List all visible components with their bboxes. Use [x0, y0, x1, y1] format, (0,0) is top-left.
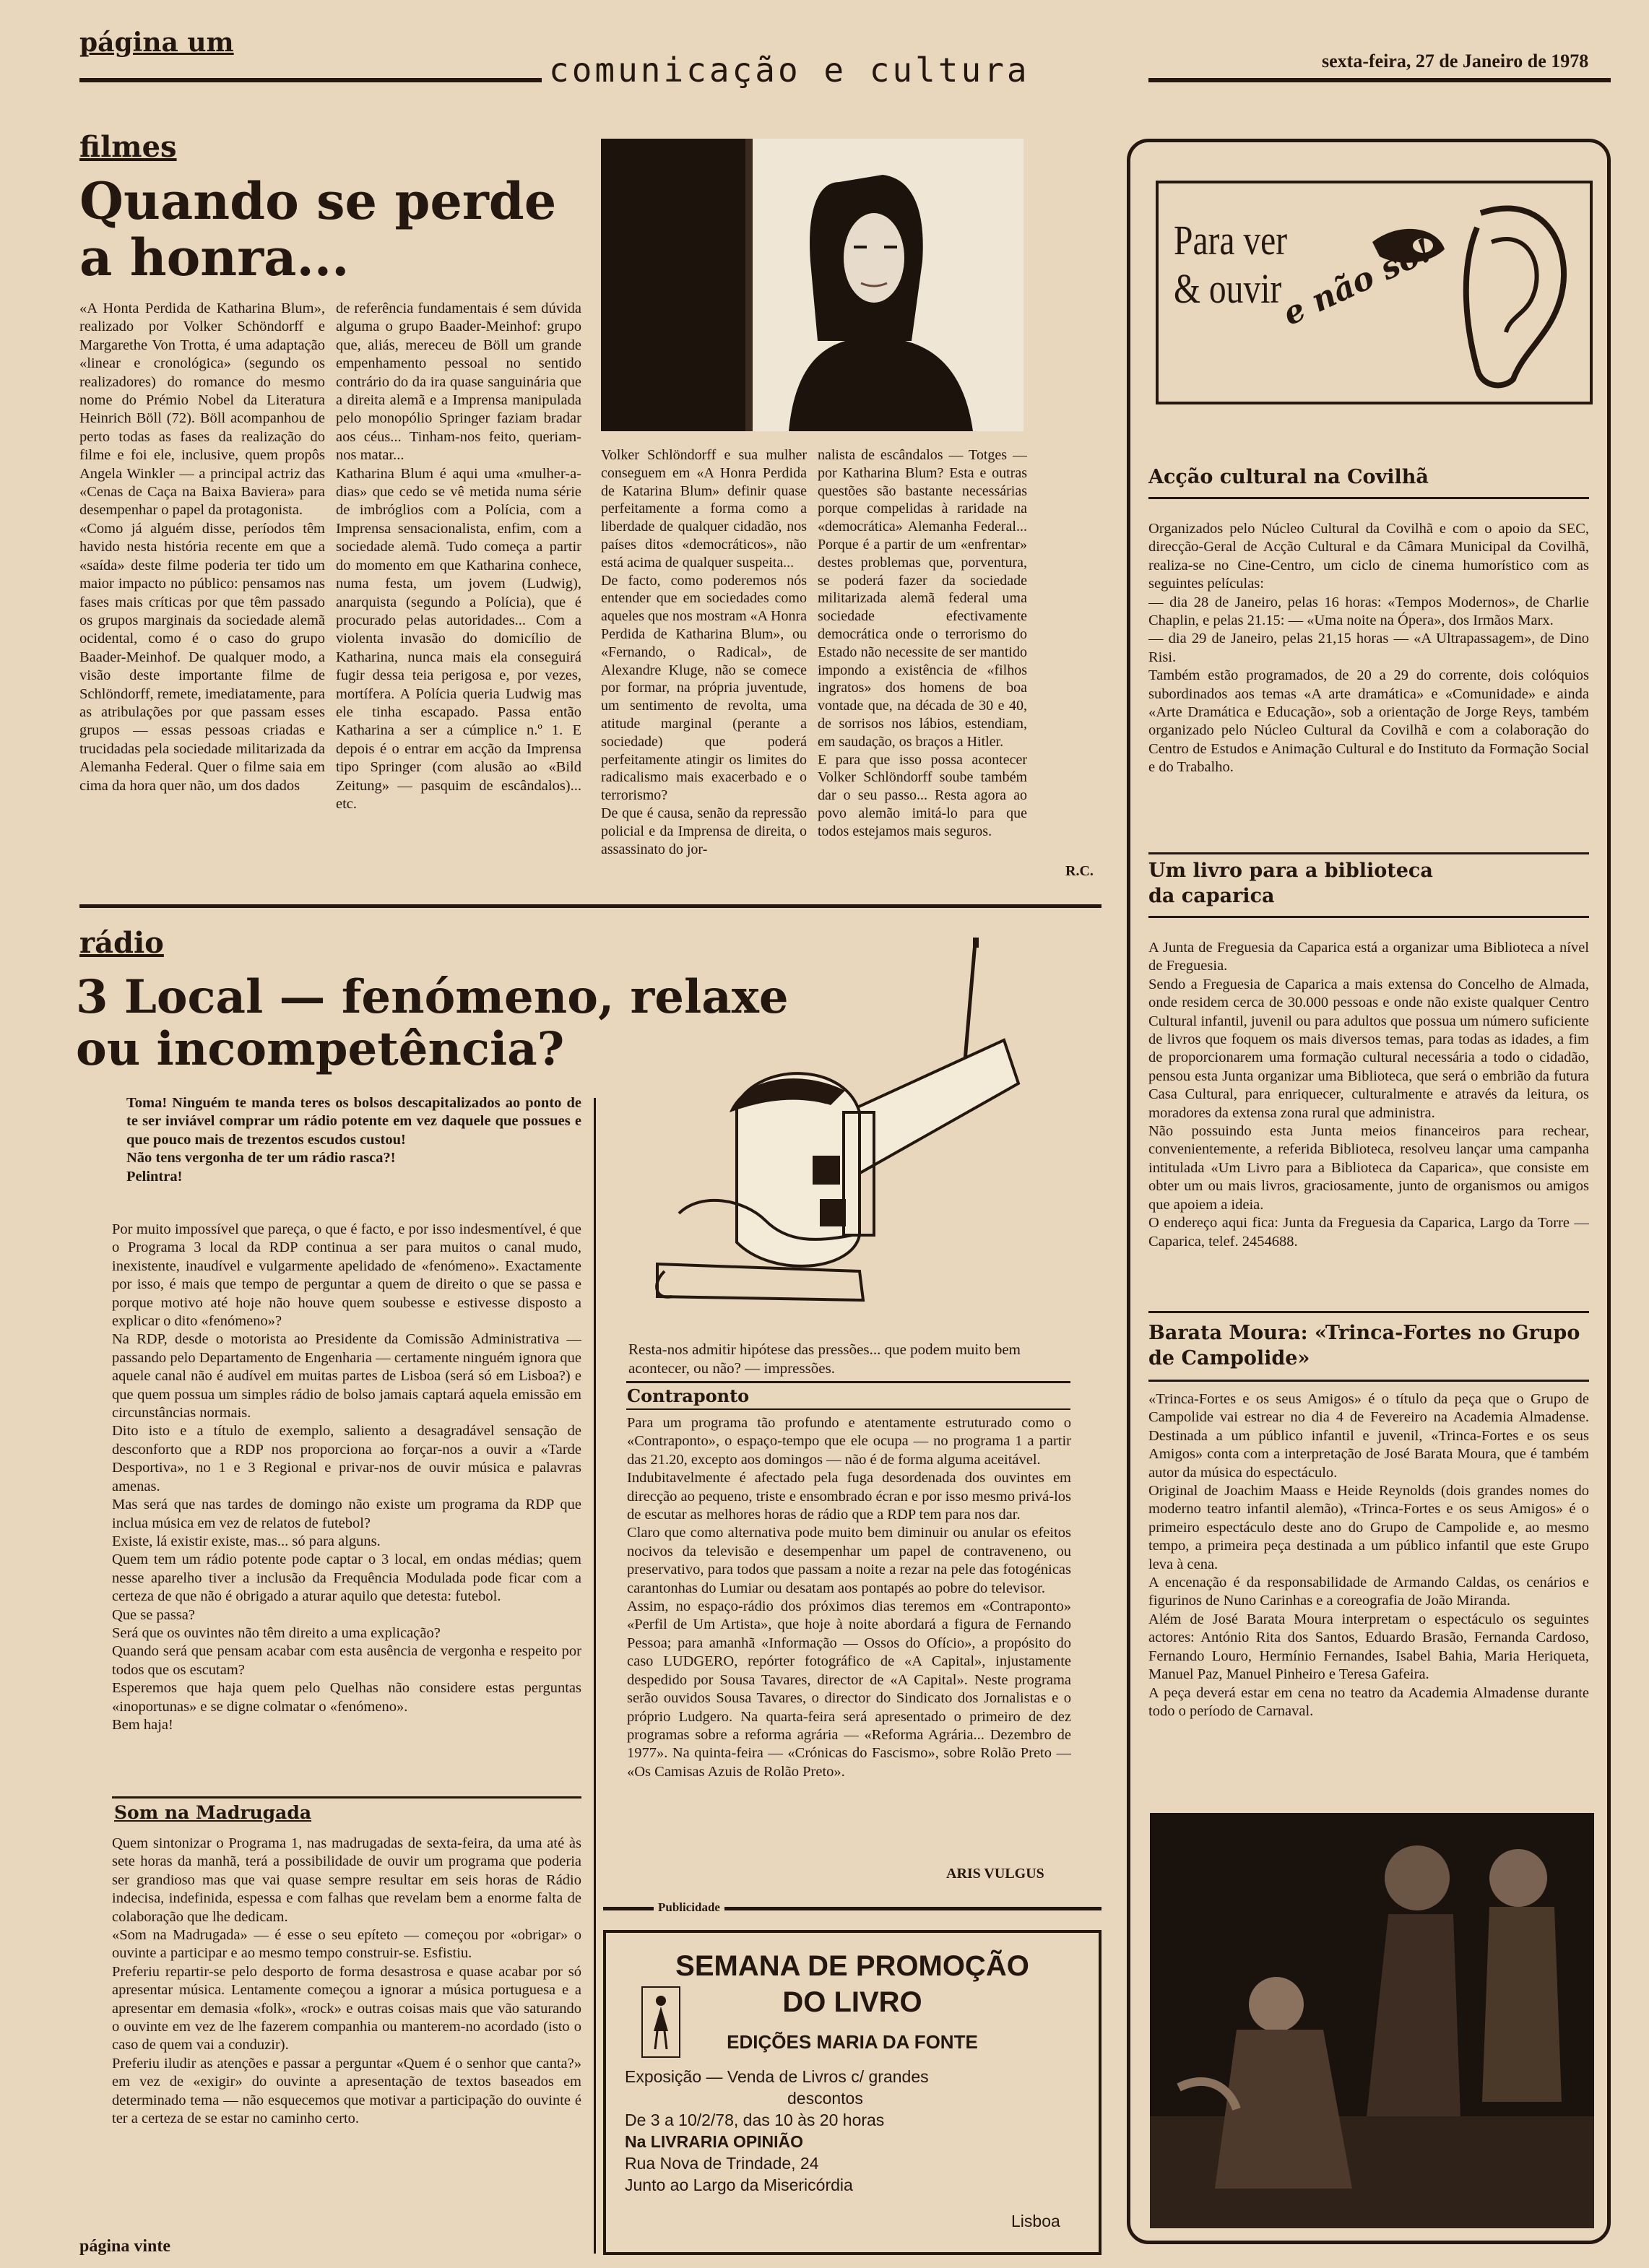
filmes-headline: Quando se perde a honra...: [79, 171, 557, 288]
para-ver-tag: e não só!: [1277, 231, 1439, 333]
radio-headline: 3 Local — fenómeno, relaxe ou incompetência?: [76, 970, 789, 1076]
madrugada-rule: [112, 1796, 581, 1799]
ear-illustration: [1358, 184, 1575, 394]
contraponto-body: Para um programa tão profundo e atentamente estruturado como o «Contraponto», o espaço-tempo que ele ocupa — no programa 1 a partir das 21.20, excepto aos domingos — não é de forma alguma aceitável. Indubitavelmente é afectado pela fuga desordenada dos ouvintes em direcção ao pequeno, triste e ensombrado écran e por isso mesmo privá-los de escutar as melhores horas de rádio que a RDP tem para nos dar. Claro que como alternativa pode muito bem diminuir ou anular os efeitos nocivos da televisão e desempenhar um papel de contraveneno, ou preservativo, para todos que passam a noite a rezar na pele das fotogénicas carantonhas do Lumiar ou desatam aos pontapés ao pobre do televisor. Assim, no espaço-rádio dos próximos dias teremos em «Contraponto» «Perfil de Um Artista», que hoje à noite abordará a figura de Fernando Pessoa; para amanhã «Informação — Ossos do Ofício», a propósito do caso LUDGERO, repórter fotográfico de «A Capital», injustamente despedido por Sousa Tavares, director de «A Capital». Neste programa serão ouvidos Sousa Tavares, o director do Sindicato dos Jornalistas e o próprio Ludgero. Na quarta-feira será apresentado o primeiro de dez programas sobre a reforma agrária — «Reforma Agrária... Dezembro de 1977». Na quinta-feira — «Crónicas do Fascismo», sobre Rolão Preto — «Os Camisas Azuis de Rolão Preto».: [627, 1415, 1071, 1780]
cartoon-caption: Resta-nos admitir hipótese das pressões... que podem muito bem acontecer, ou não? — impressões.: [628, 1341, 1021, 1377]
barata-rule: [1148, 1311, 1589, 1313]
actors-photo-icon: [1150, 1813, 1594, 2228]
section-label: página um: [79, 27, 234, 58]
advert-headline-1: SEMANA DE PROMOÇÃO: [675, 1950, 1029, 1982]
caparica-underline: [1148, 916, 1589, 918]
para-ver-title: Para ver & ouvir: [1174, 217, 1288, 312]
section-divider: [79, 904, 1102, 908]
advert-line-4: Na LIVRARIA OPINIÃO: [625, 2132, 804, 2151]
advert-line-5: Rua Nova de Trindade, 24: [625, 2154, 819, 2173]
barata-body: «Trinca-Fortes e os seus Amigos» é o título da peça que o Grupo de Campolide vai estrear no dia 4 de Fevereiro na Academia Almadense. Destinada a um público infantil e juvenil, «Trinca-Fortes e os seus Amigos» conta com a interpretação de José Barata Moura, que é também autor da música do espectáculo. Original de Joachim Maass e Heide Reynolds (dois grandes nomes do moderno teatro infantil alemão), «Trinca-Fortes e os seus Amigos» é o primeiro espectáculo deste ano do Grupo de Campolide e, ao mesmo tempo, a primeira peça destinada a um público infantil que este Grupo leva à cena. A encenação é da responsabilidade de Armando Caldas, os cenários e figurinos de Nuno Carinhas e a coreografia de João Miranda. Além de José Barata Moura interpretam o espectáculo os seguintes actores: António Rita dos Santos, Eduardo Brasão, Fernanda Cardoso, Fernando Louro, Hermínio Fernandes, Isabel Bahia, Maria Heriqueta, Manuel Paz, Manuel Pinheiro e Teresa Gafeira. A peça deverá estar em cena no teatro da Academia Almadense durante todo o período de Carnaval.: [1148, 1391, 1589, 1719]
contraponto-underline: [626, 1408, 1070, 1410]
ear-and-eye-icon: [1358, 184, 1575, 394]
radio-cartoon-illustration: [614, 932, 1062, 1336]
masthead-rule-right: [1148, 78, 1611, 82]
caparica-title: Um livro para a biblioteca da caparica: [1148, 860, 1433, 908]
filmes-column-1: «A Honta Perdida de Katharina Blum», realizado por Volker Schöndorff e Margarethe Von Trotta, é uma adaptação «linear e cronológica» (segundo os realizadores) do romance do mesmo nome do Prémio Nobel da Literatura Heinrich Böll (72). Böll acompanhou de perto todas as fases da realização do filme e foi ele, inclusive, quem propôs Angela Winkler — a principal actriz das «Cenas de Caça na Baixa Baviera» para desempenhar o papel da protagonista. «Como já alguém disse, períodos têm havido nesta história recente em que a «saída» deste filme poderia ter tido um maior impacto no público: pensamos nas fases mais críticas por que têm passado os grupos marginais da sociedade alemã ocidental, como é o caso do grupo Baader-Meinhof. De qualquer modo, a visão deste importante filme de Schlöndorff, remete, imediatamente, para as atribulações por que passam esses grupos — essas pessoas criadas e trucidadas pela sociedade militarizada da Alemanha Federal. Quer o filme saia em cima da hora quer não, um dos dados: [79, 300, 325, 794]
contraponto-rule: [626, 1381, 1070, 1383]
filmes-column-4: nalista de escândalos — Totges — por Katharina Blum? Esta e outras questões são bastante necessárias porque compelidas à raridade na «democrática» Alemanha Federal... Porque é a partir de um «enfrentar» destes problemas que, porventura, se poderá fazer da sociedade militarizada alemã federal uma sociedade efectivamente democrática onde o terrorismo do Estado não necessite de ser mantido impondo a existência de «filhos ingratos» dos homens de boa vontade que, na década de 30 e 40, de sorrisos nos lábios, estendiam, em saudação, os braços a Hitler. E para que isso possa acontecer Volker Schlöndorff soube também dar o seu passo... Resta agora ao povo alemão imitá-lo para que todos estejamos mais seguros.: [818, 447, 1027, 839]
madrugada-title: Som na Madrugada: [114, 1802, 312, 1823]
filmes-column-2: de referência fundamentais é sem dúvida alguma o grupo Baader-Meinhof: grupo que, aliás, mereceu de Böll um grande empenhamento pessoal no sentido contrário do da ira quase sanguinária que a direita alemã e a Imprensa manipulada pelo monopólio Springer faziam bradar aos céus... Tinham-nos feito, queriam-nos matar... Katharina Blum é aqui uma «mulher-a-dias» que cedo se vê metida numa série de imbróglios com a Polícia, com a Imprensa sensacionalista, enfim, com a sociedade alemã. Tudo começa a partir do momento em que Katharina conhece, numa festa, um jovem (Ludwig), anarquista (segundo a Polícia), que é procurado pelas autoridades... Com a violenta invasão do domicílio de Katharina, nunca mais ela conseguirá fugir dessa teia perigosa e, por vezes, mortífera. A Polícia queria Ludwig mas ele tinha escapado. Passa então Katharina a ser a cúmplice n.º 1. E depois é o entrar em acção da Imprensa tipo Springer (com alusão ao «Bild Zeitung» — pasquim de escândalos)... etc.: [336, 300, 581, 812]
masthead-rule-left: [79, 78, 542, 82]
actress-portrait-icon: [601, 139, 1023, 431]
page-title: comunicação e cultura: [549, 51, 1030, 90]
radio-head-cartoon-icon: [614, 932, 1062, 1336]
radio-lead: Toma! Ninguém te manda teres os bolsos descapitalizados ao ponto de te ser inviável comprar um rádio potente em vez daquele que possues e que pouco mais de trezentos escudos custou! Não tens vergonha de ter um rádio rasca?! Pelintra!: [126, 1095, 581, 1185]
issue-date: sexta-feira, 27 de Janeiro de 1978: [1322, 51, 1589, 72]
covilha-body: Organizados pelo Núcleo Cultural da Covilhã e com o apoio da SEC, direcção-Geral de Acção Cultural e da Câmara Municipal da Covilhã, realiza-se no Cine-Centro, um ciclo de cinema humorístico com as seguintes películas: — dia 28 de Janeiro, pelas 16 horas: «Tempos Modernos», de Charlie Chaplin, e pelas 21.15: — «Uma noite na Ópera», dos Irmãos Marx. — dia 29 de Janeiro, pelas 21,15 horas — «A Ultrapassagem», de Dino Risi. Também estão programados, de 20 a 29 do corrente, dois colóquios subordinados aos temas «A arte dramática» e «Comunidade» e ainda «Arte Dramática e Educação», sob a orientação de Jorge Reys, também organizado pelo Núcleo Cultural da Covilhã e com a colaboração do Centro de Estudos e Animação Cultural e do Instituto da Formação Social e do Trabalho.: [1148, 521, 1589, 776]
caparica-rule: [1148, 852, 1589, 854]
advert-line-7: Lisboa: [1011, 2212, 1060, 2230]
radio-column-rule: [594, 1098, 596, 2254]
advert-line-6: Junto ao Largo da Misericórdia: [625, 2176, 853, 2194]
filmes-kicker: filmes: [79, 130, 177, 164]
barata-underline: [1148, 1380, 1589, 1382]
radio-body: Por muito impossível que pareça, o que é facto, e por isso indesmentível, é que o Programa 3 local da RDP continua a ser para muitos o canal mudo, inexistente, inaudível e vulgarmente apelidado de «fenómeno». Exactamente por isso, é mais que tempo de perguntar a quem de direito o que se passa e porque motivo até hoje não houve quem soubesse e estivesse disposto a explicar o dito «fenómeno»? Na RDP, desde o motorista ao Presidente da Comissão Administrativa — passando pelo Departamento de Engenharia — certamente ninguém ignora que aquele canal não é audível em muitas partes de Lisboa (será só em Lisboa?) e que quem possua um simples rádio de bolso jamais captará aquela emissão em circunstâncias normais. Dito isto e a título de exemplo, saliento a desagradável sensação de desconforto que a RDP nos proporciona ao forçar-nos a ouvir a «Tarde Desportiva», no 1 e 3 Regional e privar-nos de ouvir música e palavras amenas. Mas será que nas tardes de domingo não existe um programa da RDP que inclua música em vez de relatos de futebol? Existe, lá existir existe, mas... só para alguns. Quem tem um rádio potente pode captar o 3 local, em ondas médias; quem nesse aparelho tiver a inclusão da Frequência Modulada pode ficar com a certeza de que não é obrigado a aturar aquilo que detesta: futebol. Que se passa? Será que os ouvintes não têm direito a uma explicação? Quando será que pensam acabar com esta ausência de vergonha e respeito por todos que os escutam? Esperemos que haja quem pelo Quelhas não considere estas perguntas «inoportunas» e se digne colmatar o «fenómeno». Bem haja!: [112, 1221, 581, 1733]
advert-headline-2: DO LIVRO: [782, 1986, 922, 2018]
page-footer: página vinte: [79, 2237, 171, 2256]
filmes-column-3: Volker Schlöndorff e sua mulher conseguem em «A Honra Perdida de Katarina Blum» definir quase perfeitamente a forma como a liberdade de qualquer cidadão, nos países ditos «democráticos», não está acima de qualquer suspeita... De facto, como poderemos nós entender que em sociedades como aqueles que nos mostram «A Honra Perdida de Katharina Blum», ou «Fernando, o Radical», de Alexandre Kluge, não se comece por formar, na própria juventude, um sentimento de revolta, uma atitude marginal (perante a sociedade) que poderá perfeitamente atingir os limites do radicalismo mais exacerbado e o terrorismo? De que é causa, senão da repressão policial e da Imprensa de direita, o assassinato do jor-: [601, 447, 807, 857]
advert-line-1: Exposição — Venda de Livros c/ grandes: [625, 2067, 929, 2086]
theatre-photo: [1150, 1813, 1594, 2228]
radio-kicker: rádio: [79, 926, 164, 960]
radio-signature: ARIS VULGUS: [946, 1866, 1044, 1882]
caparica-body: A Junta de Freguesia da Caparica está a organizar uma Biblioteca a nível de Freguesia. Sendo a Freguesia de Caparica a mais extensa do Concelho de Almada, onde residem cerca de 30.000 pessoas e onde não existe qualquer Centro Cultural infantil, juvenil ou para adultos que possua um número suficiente de livros que foquem os mais diversos temas, para todas as idades, a fim de proporcionarem uma formação cultural necessária a todo o cidadão, pensou esta Junta organizar uma Biblioteca, que será o embrião da futura Casa Cultural, para enriquecer, culturalmente e através da leitura, os moradores da extensa zona rural que administra. Não possuindo esta Junta meios financeiros para rechear, convenientemente, a referida Biblioteca, resolveu lançar uma campanha intitulada «Um Livro para a Biblioteca da Caparica», que consiste em obter um ou mais livros, graciosamente, junto de organismos ou amigos que apoiem a ideia. O endereço aqui fica: Junta da Freguesia da Caparica, Largo da Torre — Caparica, telef. 2454688.: [1148, 940, 1589, 1250]
madrugada-body: Quem sintonizar o Programa 1, nas madrugadas de sexta-feira, da uma até às sete horas da manhã, terá a possibilidade de ouvir um programa que poderia ser grandioso mas que vai quase sempre resultar em seis horas de Rádio indecisa, indefinida, espessa e com falhas que revelam bem a enorme falta de colaboração que lhe dedicam. «Som na Madrugada» — é esse o seu epíteto — começou por «obrigar» o ouvinte a participar e ao mesmo tempo construir-se. Esfistiu. Preferiu repartir-se pelo desporto de forma desastrosa e quase acabar por só apresentar música. Lentamente começou a ignorar a música portuguesa e a apresentar em demasia «folk», «rock» e outras coisas mais que vão saturando o ouvinte em vez de lhe fazerem companhia ou manterem-no acordado (isto o caso de quem vai a conduzir). Preferiu iludir as atenções e passar a perguntar «Quem é o senhor que canta?» em vez de «exigir» do ouvinte a apresentação de textos baseados em determinado tema — não esquecemos que motivar a participação do ouvinte é ter a certeza de se estar no caminho certo.: [112, 1835, 581, 2127]
advert-line-2: descontos: [787, 2089, 863, 2108]
contraponto-title: Contraponto: [627, 1385, 750, 1406]
filmes-signature: R.C.: [1065, 863, 1094, 879]
film-still-photo: [601, 139, 1023, 431]
advert-publisher: EDIÇÕES MARIA DA FONTE: [727, 2031, 978, 2053]
advert-line-3: De 3 a 10/2/78, das 10 às 20 horas: [625, 2111, 885, 2129]
covilha-title: Acção cultural na Covilhã: [1148, 464, 1589, 499]
advert-label: Publicidade: [654, 1900, 724, 1915]
barata-title: Barata Moura: «Trinca-Fortes no Grupo de Campolide»: [1148, 1322, 1580, 1370]
